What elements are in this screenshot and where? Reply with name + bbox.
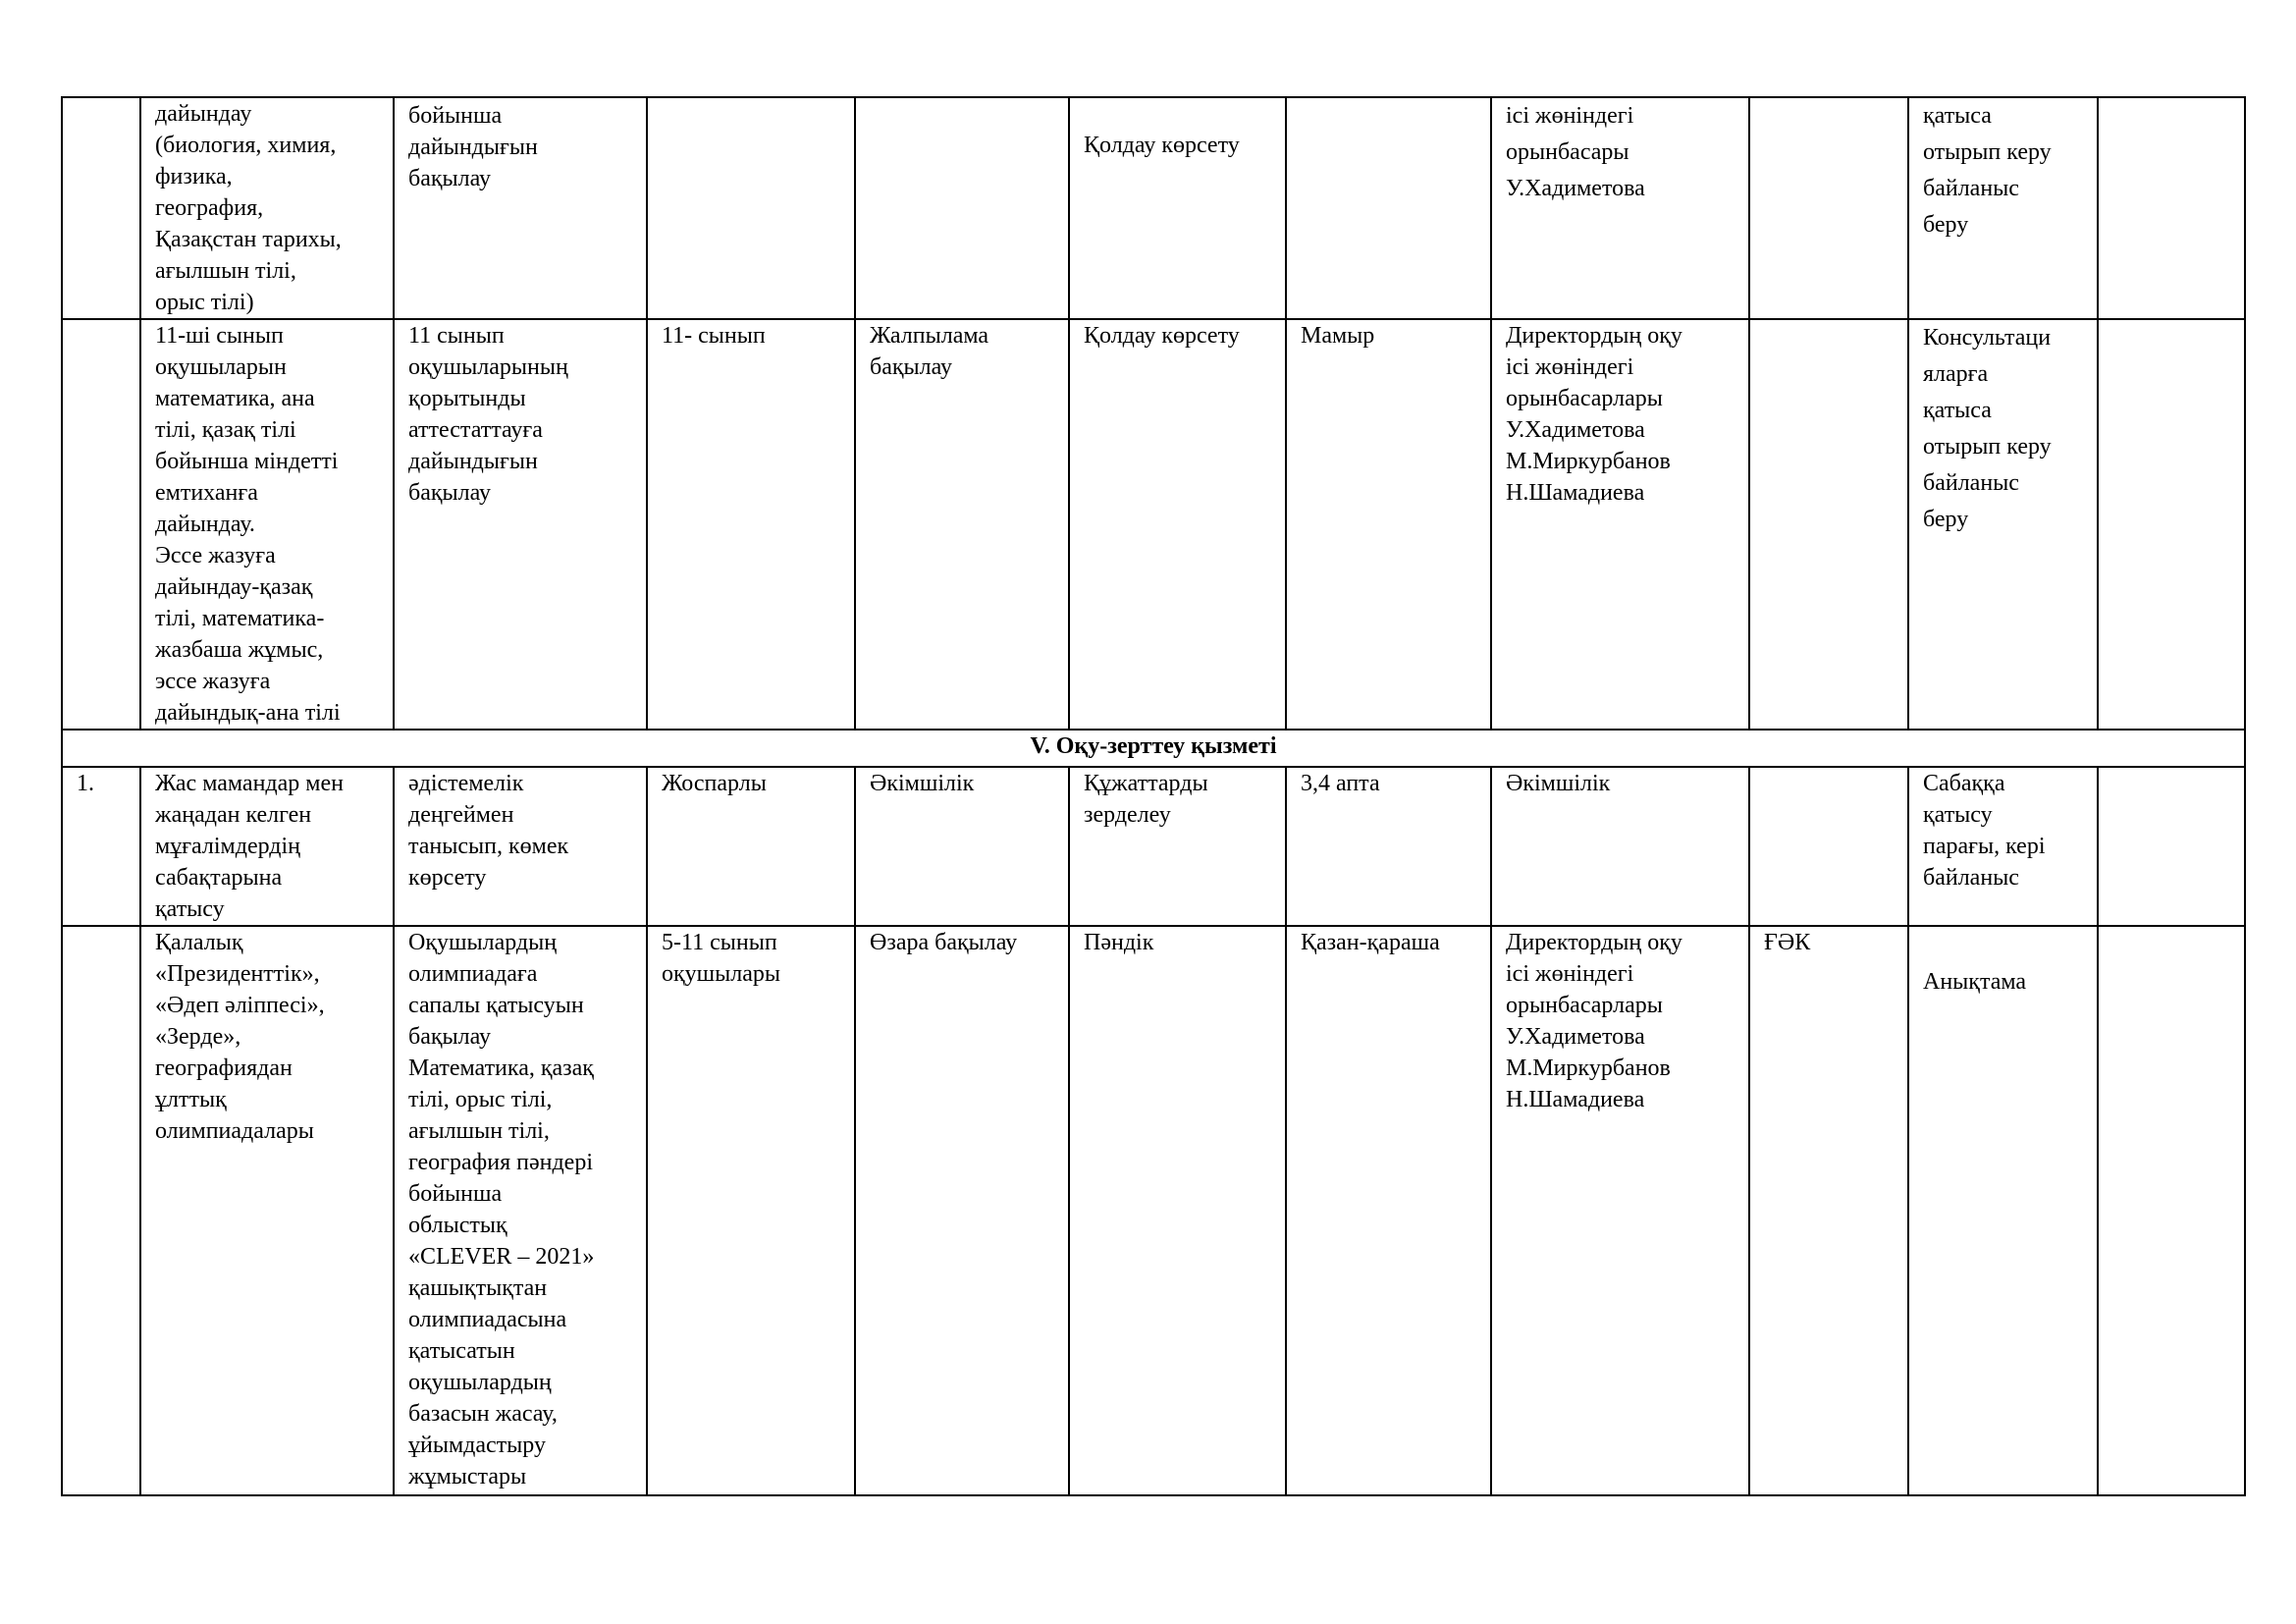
note-cell (2098, 97, 2245, 319)
review-cell (1749, 97, 1908, 319)
type-cell (855, 97, 1069, 319)
type-cell: Өзара бақылау (855, 926, 1069, 1495)
review-cell (1749, 319, 1908, 730)
date-cell: Мамыр (1286, 319, 1491, 730)
method-cell: Пәндік (1069, 926, 1286, 1495)
row-number (62, 926, 140, 1495)
method-cell: Қолдау көрсету (1069, 97, 1286, 319)
object-cell: Жоспарлы (647, 767, 855, 926)
object-cell: 11- сынып (647, 319, 855, 730)
control-plan-table (61, 96, 2246, 1496)
result-cell: Консультаци яларға қатыса отырып керу байланыс беру (1908, 319, 2098, 730)
note-cell (2098, 767, 2245, 926)
purpose-cell: 11 сынып оқушыларының қорытынды аттестаттауға дайындығын бақылау (394, 319, 647, 730)
event-cell: Жас мамандар мен жаңадан келген мұғалімдердің сабақтарына қатысу (140, 767, 394, 926)
type-cell: Әкімшілік (855, 767, 1069, 926)
result-cell: Анықтама (1908, 926, 2098, 1495)
review-cell: ҒӘК (1749, 926, 1908, 1495)
date-cell: 3,4 апта (1286, 767, 1491, 926)
type-cell: Жалпылама бақылау (855, 319, 1069, 730)
table-row (62, 319, 2245, 730)
note-cell (2098, 926, 2245, 1495)
object-cell: 5-11 сынып оқушылары (647, 926, 855, 1495)
result-cell: қатыса отырып керу байланыс беру (1908, 97, 2098, 319)
purpose-cell: бойынша дайындығын бақылау (394, 97, 647, 319)
result-cell: Сабаққа қатысу парағы, кері байланыс (1908, 767, 2098, 926)
row-number (62, 319, 140, 730)
date-cell: Қазан-қараша (1286, 926, 1491, 1495)
object-cell (647, 97, 855, 319)
responsible-cell: Директордың оқу ісі жөніндегі орынбасарлары У.Хадиметова М.Миркурбанов Н.Шамадиева (1491, 926, 1749, 1495)
table-row (62, 767, 2245, 926)
method-cell: Қолдау көрсету (1069, 319, 1286, 730)
review-cell (1749, 767, 1908, 926)
purpose-cell: Оқушылардың олимпиадаға сапалы қатысуын бақылау Математика, қазақ тілі, орыс тілі, ағылшын тілі, география пәндері бойынша облыстық «CLEVER – 2021» қашықтықтан олимпиадасына қатысатын оқушылардың базасын жасау, ұйымдастыру жұмыстары (394, 926, 647, 1495)
purpose-cell: әдістемелік деңгеймен танысып, көмек көрсету (394, 767, 647, 926)
event-cell: дайындау (биология, химия, физика, география, Қазақстан тарихы, ағылшын тілі, орыс тілі) (140, 97, 394, 319)
event-cell: Қалалық «Президенттік», «Әдеп әліппесі», «Зерде», географиядан ұлттық олимпиадалары (140, 926, 394, 1495)
responsible-cell: Әкімшілік (1491, 767, 1749, 926)
responsible-cell: Директордың оқу ісі жөніндегі орынбасарлары У.Хадиметова М.Миркурбанов Н.Шамадиева (1491, 319, 1749, 730)
event-cell: 11-ші сынып оқушыларын математика, ана тілі, қазақ тілі бойынша міндетті емтиханға дайындау. Эссе жазуға дайындау-қазақ тілі, математика- жазбаша жұмыс, эссе жазуға дайындық-ана тілі (140, 319, 394, 730)
row-number (62, 97, 140, 319)
table-row (62, 926, 2245, 1495)
date-cell (1286, 97, 1491, 319)
section-row (62, 730, 2245, 767)
responsible-cell: ісі жөніндегі орынбасары У.Хадиметова (1491, 97, 1749, 319)
note-cell (2098, 319, 2245, 730)
row-number: 1. (62, 767, 140, 926)
section-title: V. Оқу-зерттеу қызметі (62, 730, 2245, 767)
method-cell: Құжаттарды зерделеу (1069, 767, 1286, 926)
table-row (62, 97, 2245, 319)
